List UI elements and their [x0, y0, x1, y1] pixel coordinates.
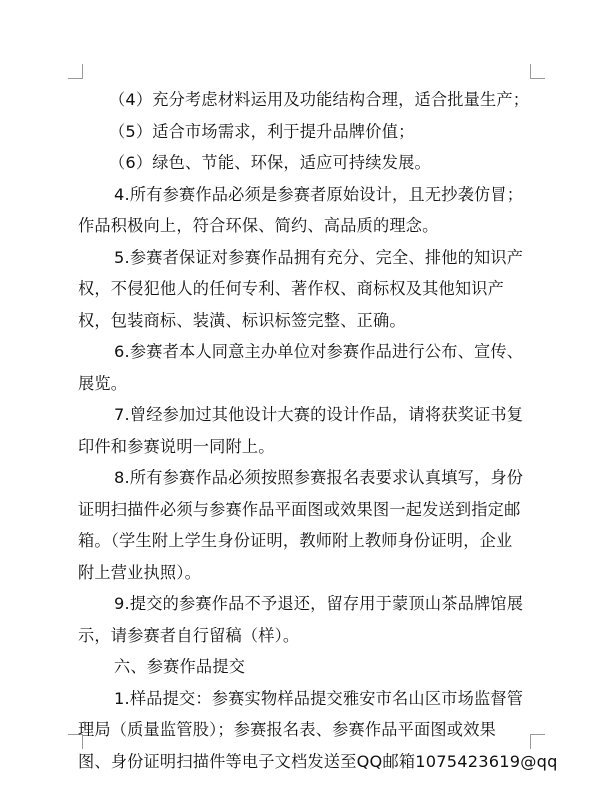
rule-8-line-3: 箱。（学生附上学生身份证明，教师附上教师身份证明，企业: [78, 531, 513, 550]
rule-9-line-2: 示，请参赛者自行留稿（样）。: [78, 625, 300, 645]
rule-8-line-4: 附上营业执照）。: [78, 562, 201, 582]
rule-7-line-2: 印件和参赛说明一同附上。: [78, 436, 275, 456]
section-heading: 六、参赛作品提交: [114, 657, 246, 676]
rule-8-line-2: 证明扫描件必须与参赛作品平面图或效果图一起发送到指定邮: [78, 499, 521, 519]
crop-mark-top-right: [530, 64, 545, 79]
criteria-item-4: （4）充分考虑材料运用及功能结构合理，适合批量生产；: [109, 90, 530, 109]
rule-9-line-1: 9.提交的参赛作品不予退还，留存用于蒙顶山茶品牌馆展: [114, 594, 524, 613]
rule-4-line-1: 4.所有参赛作品必须是参赛者原始设计，且无抄袭仿冒；: [114, 184, 524, 204]
rule-6-line-2: 展览。: [78, 373, 128, 393]
submission-line-3: 图、身份证明扫描件等电子文档发送至QQ邮箱1075423619@qq: [78, 751, 558, 771]
criteria-item-5: （5）适合市场需求，利于提升品牌价值；: [109, 121, 415, 141]
rule-6-line-1: 6.参赛者本人同意主办单位对参赛作品进行公布、宣传、: [114, 342, 524, 361]
rule-8-line-1: 8.所有参赛作品必须按照参赛报名表要求认真填写，身份: [114, 468, 524, 487]
rule-4-line-2: 作品积极向上，符合环保、简约、高品质的理念。: [78, 216, 439, 235]
rule-5-line-3: 权，包装商标、装潢、标识标签完整、正确。: [78, 310, 406, 330]
crop-mark-top-left: [68, 64, 83, 79]
document-body: [78, 84, 558, 777]
rule-7-line-1: 7.曾经参加过其他设计大赛的设计作品，请将获奖证书复: [114, 405, 524, 424]
submission-line-2: 理局（质量监管股）；参赛报名表、参赛作品平面图或效果: [78, 720, 496, 739]
rule-5-line-2: 权，不侵犯他人的任何专利、著作权、商标权及其他知识产: [78, 279, 505, 298]
rule-5-line-1: 5.参赛者保证对参赛作品拥有充分、完全、排他的知识产: [114, 247, 524, 267]
submission-line-1: 1.样品提交：参赛实物样品提交雅安市名山区市场监督管: [114, 688, 524, 708]
criteria-item-6: （6）绿色、节能、环保，适应可持续发展。: [109, 153, 431, 172]
